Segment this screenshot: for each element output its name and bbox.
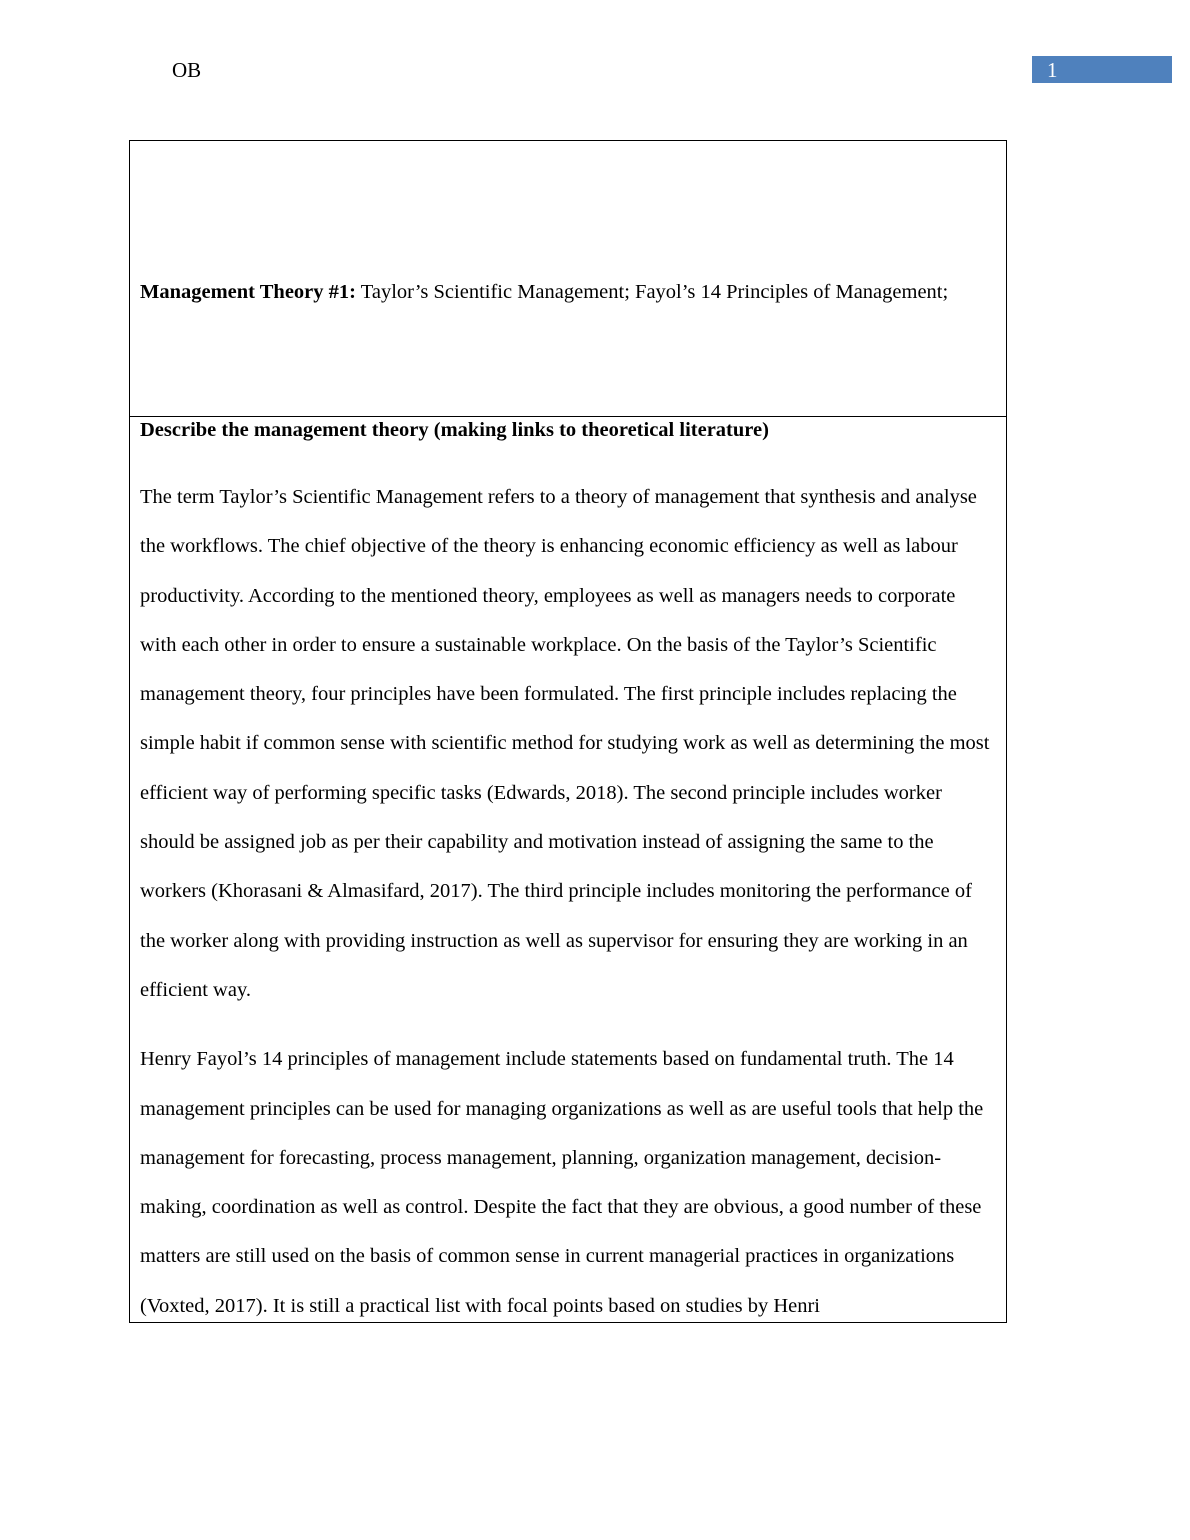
theory-title-text: Taylor’s Scientific Management; Fayol’s 14 Principles of Management; [360, 281, 949, 303]
description-row [130, 417, 1006, 1323]
theory-title-label: Management Theory #1: [140, 281, 356, 303]
theory-title [140, 279, 948, 305]
section-heading: Describe the management theory (making links to theoretical literature) [140, 419, 769, 441]
title-row [130, 141, 1006, 417]
theory-table [129, 140, 1007, 1323]
running-head: OB [172, 58, 202, 82]
page-number: 1 [1047, 58, 1058, 82]
page-number-badge [1032, 56, 1172, 83]
paragraph-taylor: The term Taylor’s Scientific Management refers to a theory of management that synthesis and analyse the workflows. The chief objective of the theory is enhancing economic efficiency as well as labour productivity. According to the mentioned theory, employees as well as managers needs to corporate with each other in order to ensure a sustainable workplace. On the basis of the Taylor’s Scientific management theory, four principles have been formulated. The first principle includes replacing the simple habit if common sense with scientific method for studying work as well as determining the most efficient way of performing specific tasks (Edwards, 2018). The second principle includes worker should be assigned job as per their capability and motivation instead of assigning the same to the workers (Khorasani & Almasifard, 2017). The third principle includes monitoring the performance of the worker along with providing instruction as well as supervisor for ensuring they are working in an efficient way. [140, 486, 990, 1001]
paragraph-fayol: Henry Fayol’s 14 principles of management include statements based on fundamental truth. The 14 management principles can be used for managing organizations as well as are useful tools that help the management for forecasting, process management, planning, organization management, decision-making, coordination as well as control. Despite the fact that they are obvious, a good number of these matters are still used on the basis of common sense in current managerial practices in organizations (Voxted, 2017). It is still a practical list with focal points based on studies by Henri [140, 1048, 984, 1317]
